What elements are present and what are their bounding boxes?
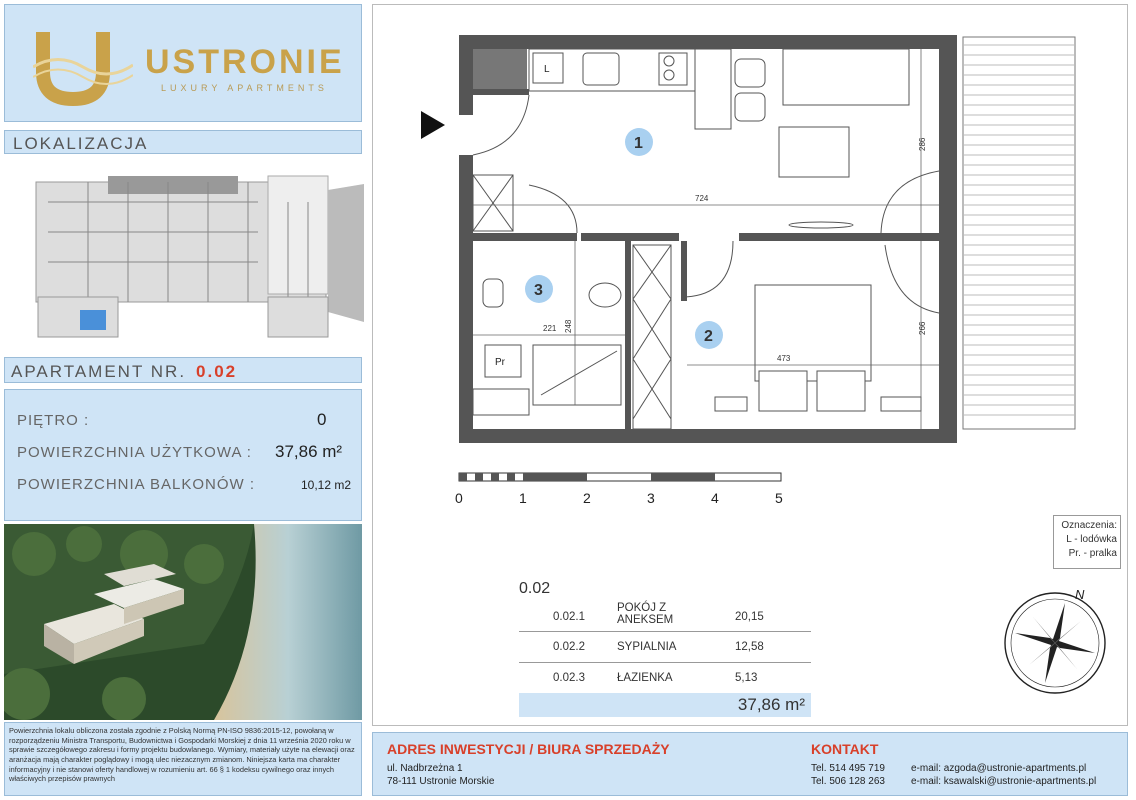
dimension-266: 266 xyxy=(918,321,927,335)
apartment-location-marker xyxy=(80,310,106,330)
dimension-473: 473 xyxy=(777,354,791,363)
scale-label-0: 0 xyxy=(455,490,463,506)
balcony-area-value: 10,12 m2 xyxy=(301,478,352,492)
scale-bar xyxy=(459,473,781,481)
email-1[interactable]: e-mail: azgoda@ustronie-apartments.pl xyxy=(911,763,1087,774)
apartment-title xyxy=(4,357,362,383)
ustronie-logo-icon xyxy=(33,27,133,107)
location-title: LOKALIZACJA xyxy=(4,130,362,154)
legend-title: Oznaczenia: xyxy=(1061,520,1117,531)
scale-label-5: 5 xyxy=(775,490,783,506)
room-number-1: 1 xyxy=(634,135,643,152)
building-location-map xyxy=(28,172,368,342)
table-row xyxy=(519,632,811,663)
total-area-row xyxy=(519,693,811,717)
left-column xyxy=(4,4,362,796)
total-area: 37,86 m² xyxy=(737,695,805,714)
legend-box xyxy=(1053,515,1121,569)
usable-area-value: 37,86 m² xyxy=(275,442,343,461)
logo-panel xyxy=(4,4,362,122)
room-area: 12,58 xyxy=(735,641,764,653)
dimension-724: 724 xyxy=(695,194,709,203)
address-line-2: 78-111 Ustronie Morskie xyxy=(387,776,495,787)
floor-label: PIĘTRO : xyxy=(17,412,90,429)
room-number-3: 3 xyxy=(534,282,543,299)
room-name: ŁAZIENKA xyxy=(617,672,673,684)
room-id: 0.02.1 xyxy=(553,611,585,623)
contact-title: KONTAKT xyxy=(811,741,879,757)
apartment-stats xyxy=(4,389,362,521)
table-row xyxy=(519,601,811,632)
scale-label-3: 3 xyxy=(647,490,655,506)
room-table xyxy=(519,601,811,694)
compass-north-label: N xyxy=(1075,587,1085,602)
dimension-221: 221 xyxy=(543,324,557,333)
room-id: 0.02.2 xyxy=(553,641,585,653)
legal-footnote: Powierzchnia lokalu obliczona została zgodnie z Polską Normą PN-ISO 9836:2015-12, powołaną w rozporządzeniu Ministra Transportu, Budownictwa i Gospodarki Morskiej z dnia 11 września 2020 roku w sprawie szczegółowego zakresu i formy projektu budowlanego. Wymiary, materiały użyte na elewacji oraz aranżacja mają charakter poglądowy i mogą ulec niezacznym zmianom. Niniejsza karta ma charakter informacyjny i nie stanowi oferty handlowej w rozumieniu art. 66 § 1 kodeksu cywilnego oraz innych właściwych przepisów prawnych xyxy=(4,722,362,796)
aerial-photo xyxy=(4,524,362,720)
room-id: 0.02.3 xyxy=(553,672,585,684)
office-title: ADRES INWESTYCJI / BIURA SPRZEDAŻY xyxy=(387,741,670,757)
washer-label: Pr xyxy=(495,357,505,368)
contact-panel xyxy=(372,732,1128,796)
balcony-area-label: POWIERZCHNIA BALKONÓW : xyxy=(17,476,256,493)
scale-label-2: 2 xyxy=(583,490,591,506)
scale-label-1: 1 xyxy=(519,490,527,506)
room-name: POKÓJ Z ANEKSEM xyxy=(617,602,674,626)
brand-tagline: LUXURY APARTMENTS xyxy=(161,83,328,93)
usable-area-label: POWIERZCHNIA UŻYTKOWA : xyxy=(17,444,252,461)
address-line-1: ul. Nadbrzeżna 1 xyxy=(387,763,463,774)
legend-item: Pr. - pralka xyxy=(1068,548,1117,559)
room-area: 20,15 xyxy=(735,611,764,623)
room-table-title: 0.02 xyxy=(519,580,551,597)
apartment-label: APARTAMENT NR. xyxy=(11,362,187,381)
fridge-label: L xyxy=(544,64,550,75)
phone-2[interactable]: Tel. 506 128 263 xyxy=(811,776,885,787)
table-row xyxy=(519,663,811,694)
dimension-286: 286 xyxy=(918,137,927,151)
apartment-number: 0.02 xyxy=(196,362,238,381)
entrance-arrow-icon xyxy=(421,111,445,139)
room-area: 5,13 xyxy=(735,672,758,684)
compass-rose-icon xyxy=(1005,593,1105,693)
floor-plan-panel xyxy=(372,4,1128,726)
email-2[interactable]: e-mail: ksawalski@ustronie-apartments.pl xyxy=(911,776,1097,787)
room-number-2: 2 xyxy=(704,328,713,345)
floor-value: 0 xyxy=(317,410,327,429)
brand-name: USTRONIE xyxy=(145,43,345,81)
scale-label-4: 4 xyxy=(711,490,719,506)
room-name: SYPIALNIA xyxy=(617,641,677,653)
phone-1[interactable]: Tel. 514 495 719 xyxy=(811,763,885,774)
dimension-248: 248 xyxy=(564,319,573,333)
legend-item: L - lodówka xyxy=(1066,534,1117,545)
